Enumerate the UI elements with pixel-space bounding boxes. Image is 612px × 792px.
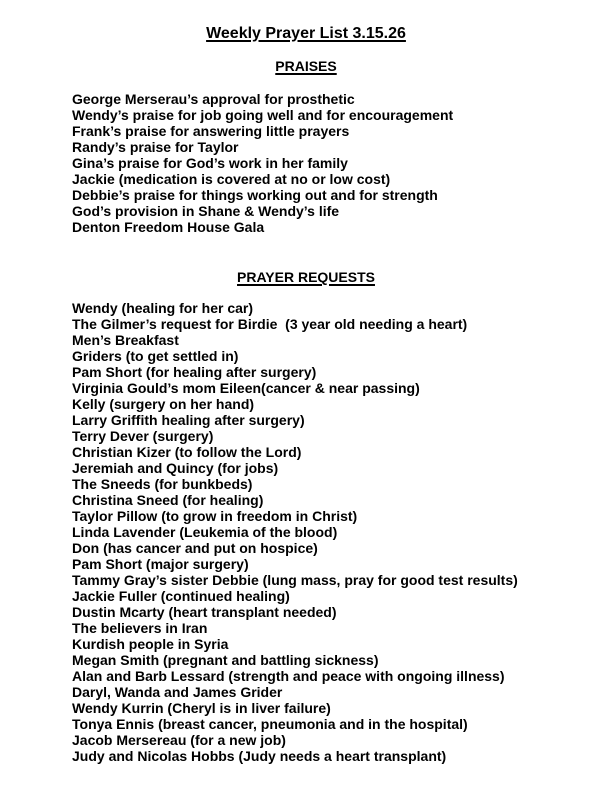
list-item: Frank’s praise for answering little prayers	[72, 123, 350, 139]
list-item: Jacob Mersereau (for a new job)	[72, 732, 286, 748]
list-item: Larry Griffith healing after surgery)	[72, 412, 305, 428]
list-item: Dustin Mcarty (heart transplant needed)	[72, 604, 337, 620]
list-item: Daryl, Wanda and James Grider	[72, 684, 283, 700]
list-item: God’s provision in Shane & Wendy’s life	[72, 203, 340, 219]
list-item: Jeremiah and Quincy (for jobs)	[72, 460, 279, 476]
list-item: Don (has cancer and put on hospice)	[72, 540, 318, 556]
list-item: Pam Short (major surgery)	[72, 556, 249, 572]
list-item: Judy and Nicolas Hobbs (Judy needs a heart transplant)	[72, 748, 447, 764]
list-item: Alan and Barb Lessard (strength and peace with ongoing illness)	[72, 668, 505, 684]
list-item: The Gilmer’s request for Birdie (3 year old needing a heart)	[72, 316, 468, 332]
list-item: Linda Lavender (Leukemia of the blood)	[72, 524, 338, 540]
section-heading-prayer-requests: PRAYER REQUESTS	[237, 269, 375, 285]
list-item: Jackie (medication is covered at no or low cost)	[72, 171, 391, 187]
list-item: Wendy Kurrin (Cheryl is in liver failure)	[72, 700, 331, 716]
list-item: Randy’s praise for Taylor	[72, 139, 239, 155]
list-item: Virginia Gould’s mom Eileen(cancer & near passing)	[72, 380, 420, 396]
list-item: Wendy’s praise for job going well and for encouragement	[72, 107, 454, 123]
page-title: Weekly Prayer List 3.15.26	[206, 25, 406, 42]
section-heading-praises: PRAISES	[275, 58, 337, 74]
list-item: The Sneeds (for bunkbeds)	[72, 476, 253, 492]
list-item: Pam Short (for healing after surgery)	[72, 364, 317, 380]
list-item: Debbie’s praise for things working out and for strength	[72, 187, 438, 203]
list-item: Gina’s praise for God’s work in her family	[72, 155, 348, 171]
list-item: Megan Smith (pregnant and battling sickness)	[72, 652, 379, 668]
list-item: Wendy (healing for her car)	[72, 300, 253, 316]
list-item: The believers in Iran	[72, 620, 208, 636]
list-item: Griders (to get settled in)	[72, 348, 239, 364]
list-item: Jackie Fuller (continued healing)	[72, 588, 290, 604]
praises-list	[0, 91, 612, 235]
list-item: Kelly (surgery on her hand)	[72, 396, 255, 412]
list-item: Men’s Breakfast	[72, 332, 179, 348]
list-item: George Merserau’s approval for prosthetic	[72, 91, 355, 107]
list-item: Christina Sneed (for healing)	[72, 492, 264, 508]
list-item: Taylor Pillow (to grow in freedom in Christ)	[72, 508, 358, 524]
list-item: Denton Freedom House Gala	[72, 219, 265, 235]
list-item: Tammy Gray’s sister Debbie (lung mass, pray for good test results)	[72, 572, 518, 588]
list-item: Terry Dever (surgery)	[72, 428, 214, 444]
list-item: Tonya Ennis (breast cancer, pneumonia and in the hospital)	[72, 716, 468, 732]
list-item: Christian Kizer (to follow the Lord)	[72, 444, 302, 460]
prayer-requests-list	[0, 300, 612, 764]
list-item: Kurdish people in Syria	[72, 636, 229, 652]
